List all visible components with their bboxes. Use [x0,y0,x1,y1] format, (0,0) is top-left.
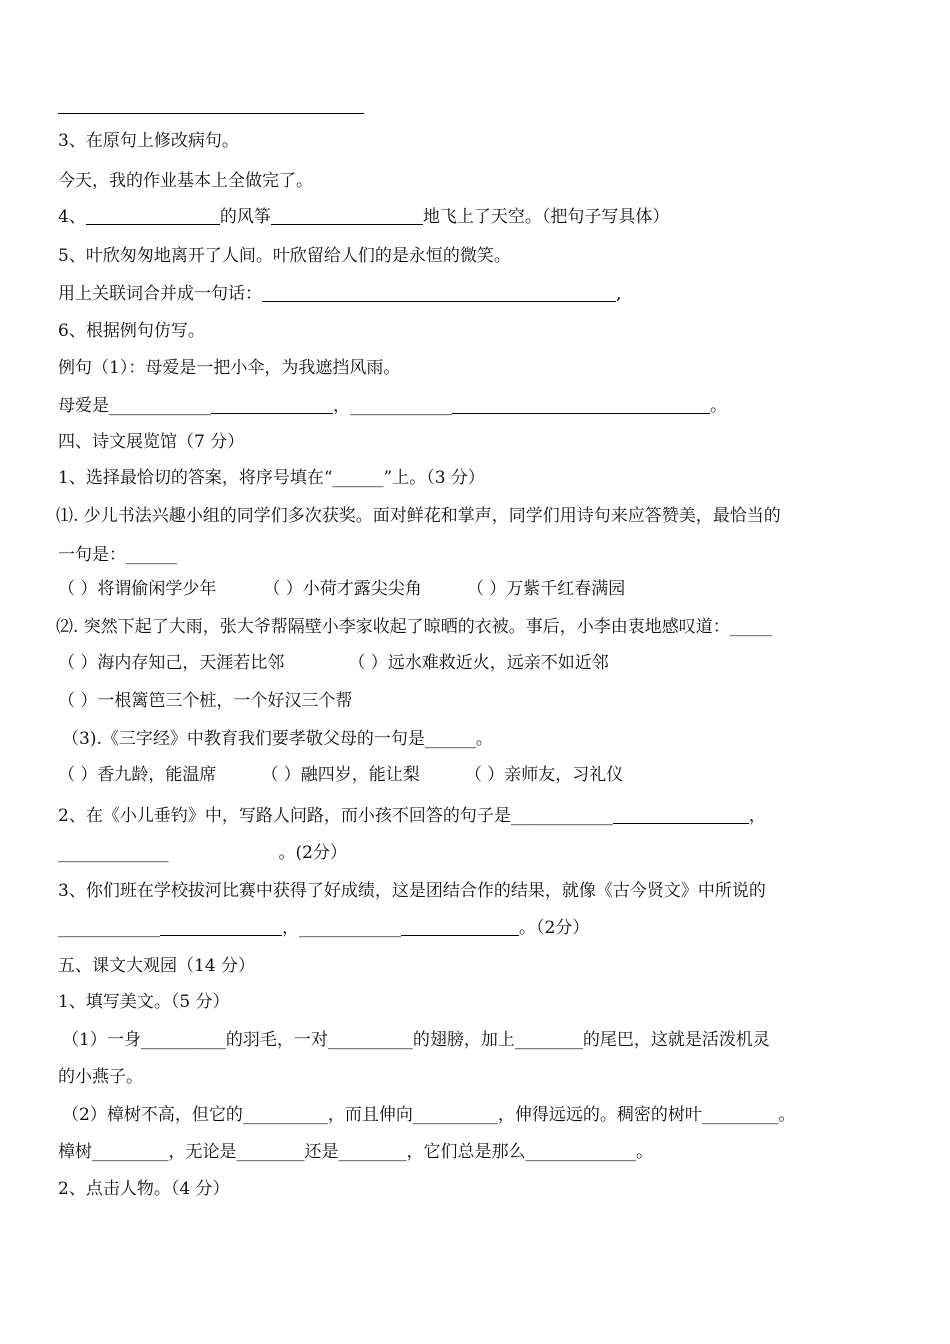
s4-question-1-1-b: 一句是：______ [58,545,177,565]
answer-blank[interactable] [262,283,616,302]
question-6-answer [58,395,727,417]
question-text: 2、在《小儿垂钓》中，写路人问路，而小孩不回答的句子是____________ [58,806,613,826]
score-note: 。（2分） [519,918,590,938]
question-3-sentence: 今天，我的作业基本上全做完了。 [58,171,313,191]
s4-question-3-b [58,917,589,939]
comma: ， [748,806,766,826]
blank-dashes-2[interactable]: ____________ [299,918,401,938]
blank-1[interactable] [211,395,333,414]
option-c[interactable]: （ ）一根篱笆三个桩，一个好汉三个帮 [58,691,353,711]
s4-question-2-b [58,842,347,864]
question-6: 6、根据例句仿写。 [58,321,205,341]
option-b[interactable]: （ ）远水难救近火，远亲不如近邻 [348,653,609,673]
score-note: 。(2分） [278,843,347,863]
s4-question-1-1: ⑴. 少儿书法兴趣小组的同学们多次获奖。面对鲜花和掌声，同学们用诗句来应答赞美，最恰当的 [56,506,781,526]
end-mark: , [616,284,622,304]
end-mark: 。 [710,396,727,416]
s5-question-1-2: （2）樟树不高，但它的__________，而且伸向__________，伸得远远的。稠密的树叶_________。 [62,1105,796,1125]
blank-2[interactable] [271,206,423,225]
section-4-title: 四、诗文展览馆（7 分） [58,432,245,452]
s5-question-1: 1、填写美文。（5 分） [58,992,230,1012]
answer-start: 母爱是 [58,396,109,416]
option-a[interactable]: （ ）将谓偷闲学少年 [58,579,217,599]
option-a[interactable]: （ ）香九龄，能温席 [58,765,217,785]
blank-2[interactable] [401,917,519,936]
question-4-number: 4、 [58,207,86,227]
option-c[interactable]: （ ）亲师友，习礼仪 [464,765,624,785]
blank-dashes-2[interactable]: ____________ [350,396,452,416]
question-5: 5、叶欣匆匆地离开了人间。叶欣留给人们的是永恒的微笑。 [58,246,511,266]
blank-2[interactable] [452,395,710,414]
s4-question-2 [58,805,766,827]
prompt-text: 用上关联词合并成一句话： [58,284,262,304]
blank-1[interactable] [86,206,220,225]
question-4 [58,206,669,228]
comma: ， [282,918,299,938]
s4-question-1-1-options [58,578,625,600]
option-a[interactable]: （ ）海内存知己，天涯若比邻 [58,653,285,673]
question-4-tail: 地飞上了天空。（把句子写具体） [422,207,670,227]
question-5-prompt [58,283,621,305]
s4-question-1-2: ⑵. 突然下起了大雨，张大爷帮隔壁小李家收起了晾晒的衣被。事后，小李由衷地感叹道：_____ [56,617,773,637]
option-c[interactable]: （ ）万紫千红春满园 [466,579,626,599]
answer-blank[interactable] [613,805,749,824]
question-4-mid: 的风筝 [219,207,271,227]
answer-line [58,113,364,114]
question-6-example: 例句（1）：母爱是一把小伞，为我遮挡风雨。 [58,358,401,378]
s4-question-1: 1、选择最恰切的答案，将序号填在“______”上。（3 分） [58,468,485,488]
blank-dashes[interactable]: _____________ [58,843,169,863]
s5-question-1-2-b: 樟树_________，无论是________还是________，它们总是那么_____________。 [58,1142,653,1162]
s5-question-1-1-b: 的小燕子。 [58,1067,143,1087]
s4-question-3: 3、你们班在学校拔河比赛中获得了好成绩，这是团结合作的结果，就像《古今贤文》中所说的 [58,881,766,901]
blank-1[interactable] [160,917,282,936]
section-5-title: 五、课文大观园（14 分） [58,956,256,976]
question-3: 3、在原句上修改病句。 [58,131,239,151]
s4-question-1-2-options [58,652,609,674]
option-b[interactable]: （ ）融四岁，能让梨 [261,765,420,785]
blank-dashes-1[interactable]: ____________ [109,396,211,416]
option-b[interactable]: （ ）小荷才露尖尖角 [263,579,422,599]
s4-question-1-3-options [58,764,623,786]
blank-dashes-1[interactable]: ____________ [58,918,160,938]
s4-question-1-3: （3).《三字经》中教育我们要孝敬父母的一句是______。 [62,729,493,749]
s5-question-1-1: （1）一身__________的羽毛，一对__________的翅膀，加上________的尾巴，这就是活泼机灵 [62,1030,770,1050]
s5-question-2: 2、点击人物。（4 分） [58,1179,230,1199]
comma: ， [333,396,350,416]
